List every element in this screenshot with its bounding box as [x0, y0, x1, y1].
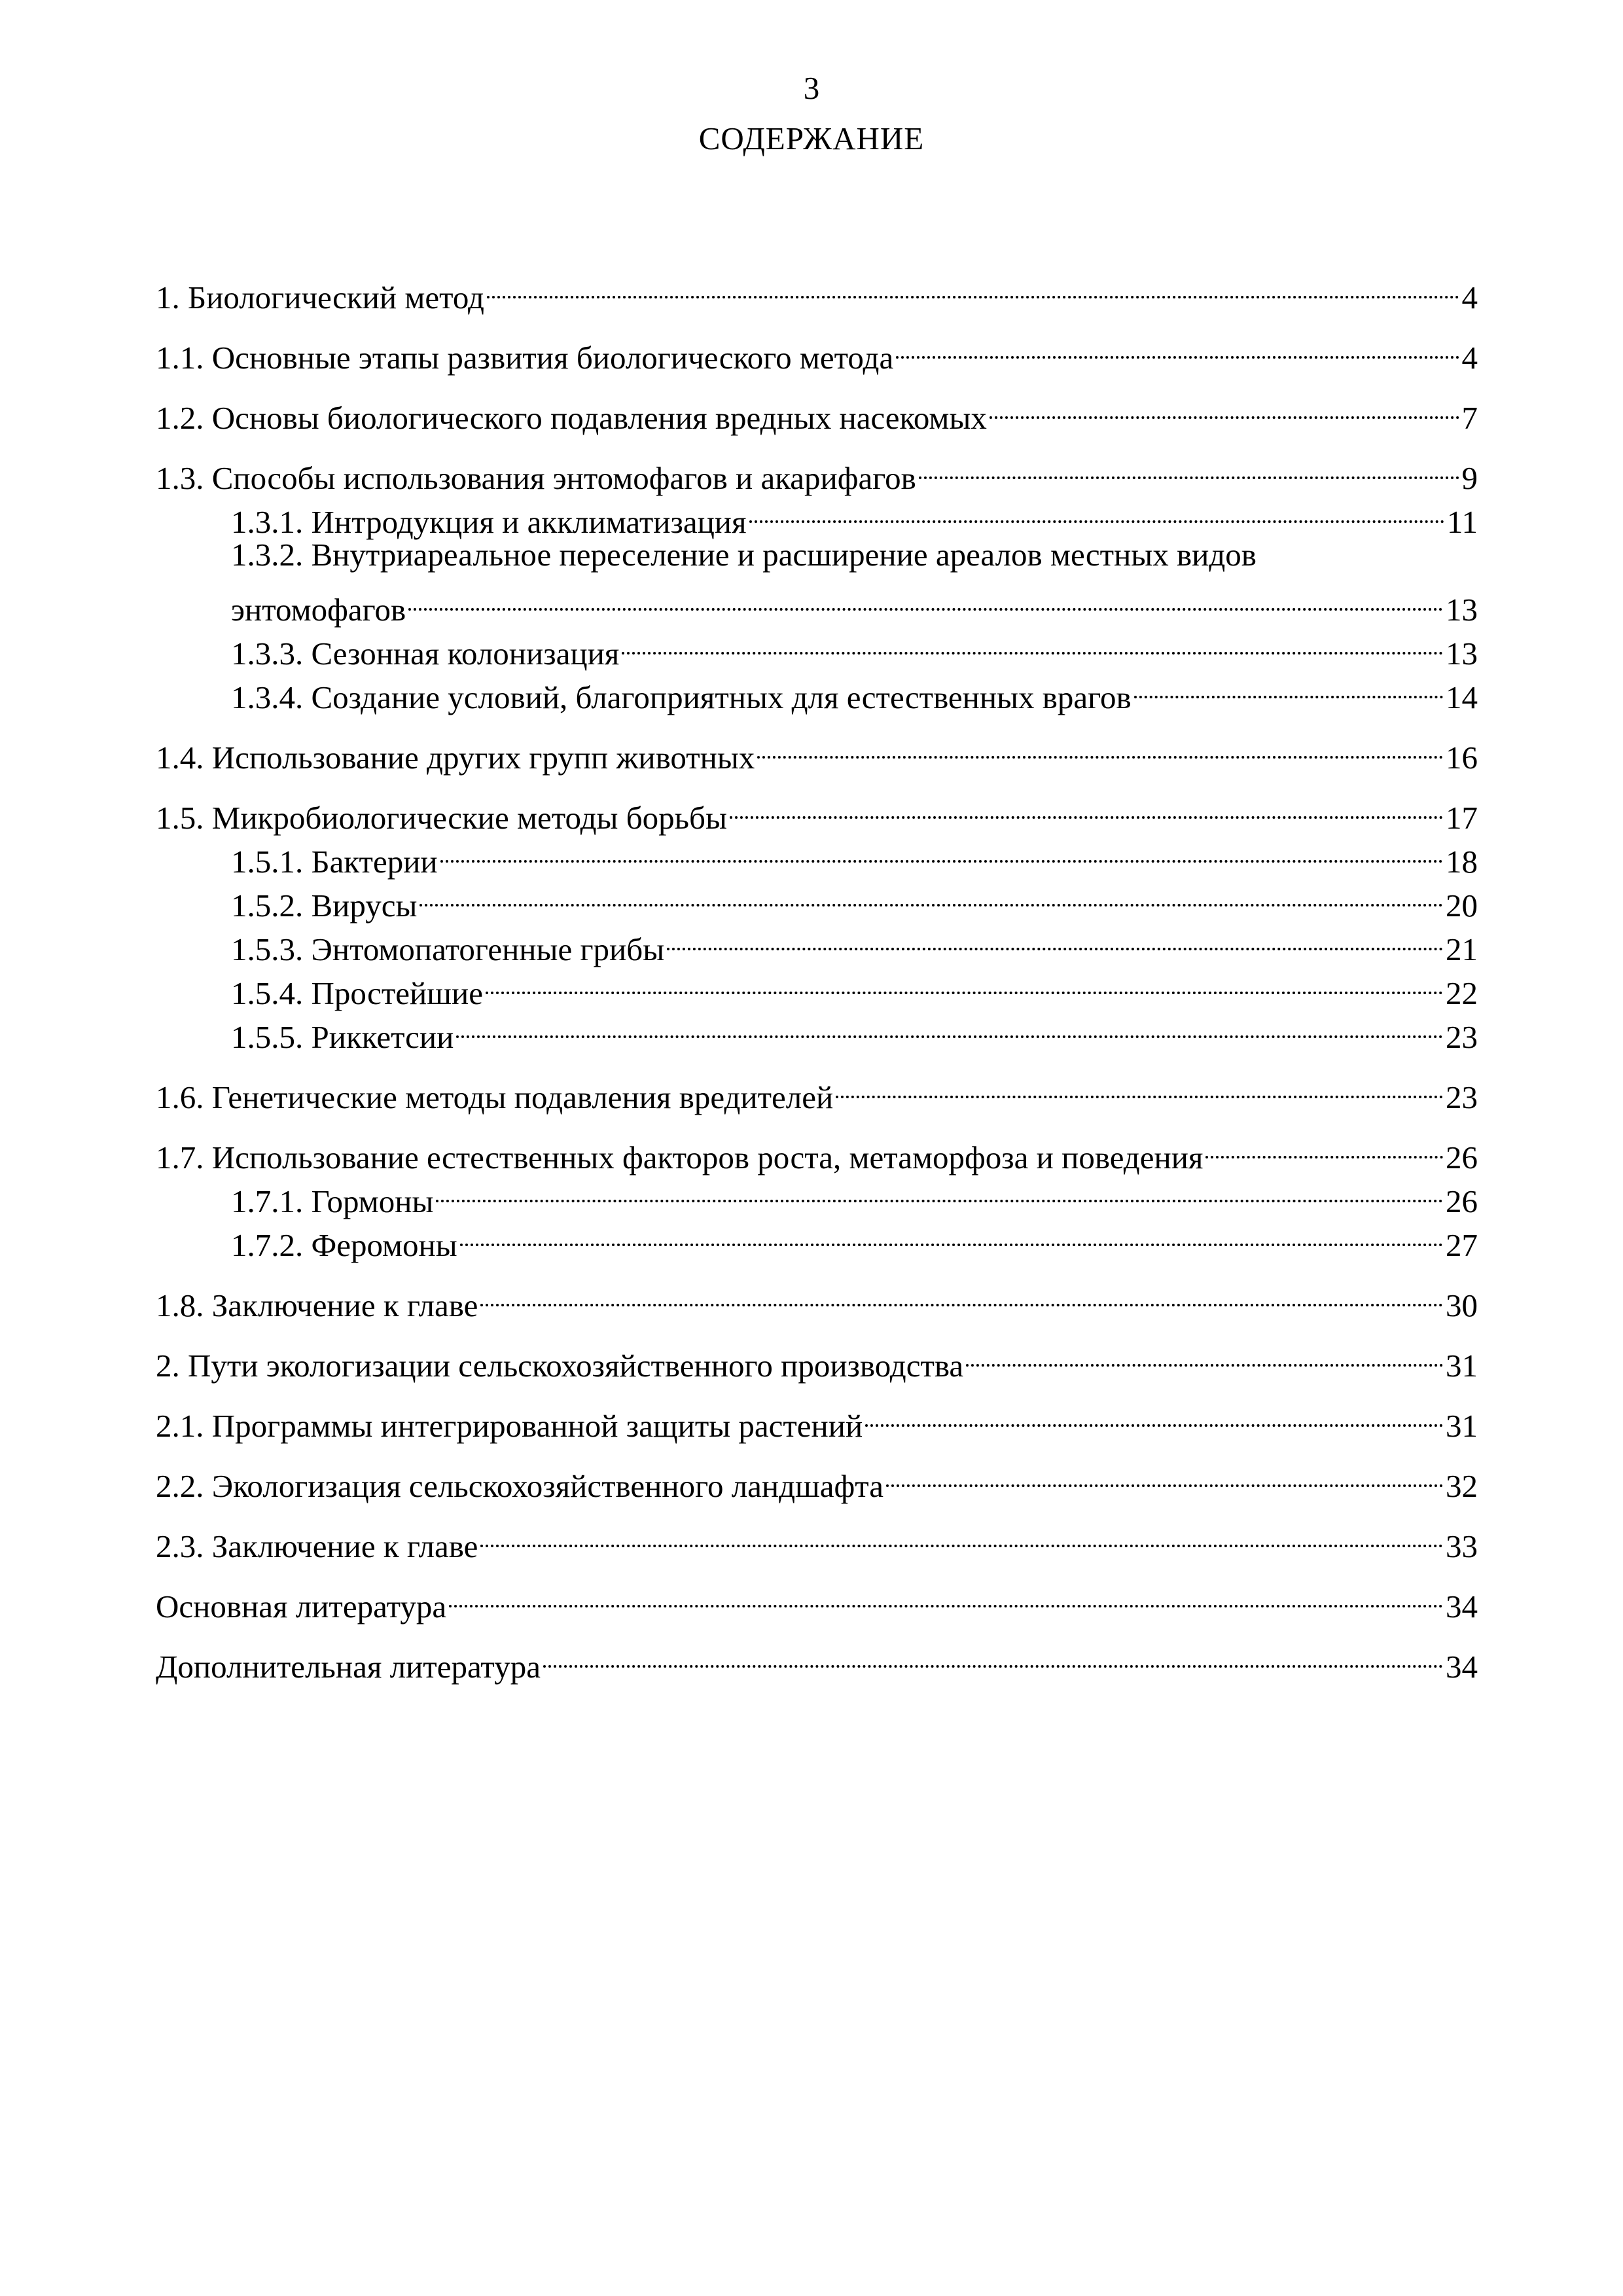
dot-leader: [865, 1393, 1443, 1437]
dot-leader: [667, 917, 1443, 960]
toc-entry-label: 1.7.1. Гормоны: [231, 1183, 434, 1219]
toc-entry-1-8[interactable]: [156, 1273, 1478, 1323]
dot-leader: [480, 1273, 1443, 1316]
toc-entry-page: 9: [1461, 460, 1478, 496]
toc-entry-2[interactable]: [156, 1333, 1478, 1384]
toc-entry-1-5[interactable]: [156, 785, 1478, 836]
toc-entry-page: 31: [1446, 1348, 1478, 1384]
toc-entry-1-3[interactable]: [156, 446, 1478, 496]
toc-entry-label: 2.1. Программы интегрированной защиты растений: [156, 1408, 863, 1444]
toc-entry-label: 1.2. Основы биологического подавления вредных насекомых: [156, 400, 987, 436]
toc-entry-1-5-2[interactable]: [231, 873, 1478, 924]
toc-entry-page: 26: [1446, 1183, 1478, 1219]
toc-entry-2-3[interactable]: [156, 1514, 1478, 1564]
toc-entry-page: 17: [1446, 800, 1478, 836]
dot-leader: [543, 1634, 1443, 1677]
toc-entry-main-literature[interactable]: [156, 1574, 1478, 1624]
toc-entry-page: 18: [1446, 844, 1478, 880]
toc-entry-page: 20: [1446, 888, 1478, 924]
toc-entry-label: 1.5.3. Энтомопатогенные грибы: [231, 931, 665, 967]
toc-entry-page: 16: [1446, 740, 1478, 776]
toc-entry-page: 4: [1461, 279, 1478, 315]
dot-leader: [408, 577, 1443, 620]
dot-leader: [487, 265, 1459, 308]
toc-entry-page: 32: [1446, 1468, 1478, 1504]
toc-entry-1-3-2[interactable]: [231, 533, 1478, 577]
toc-entry-label: 1.3.3. Сезонная колонизация: [231, 636, 620, 672]
dot-leader: [896, 325, 1459, 368]
page-number: 3: [803, 70, 820, 106]
toc-entry-label: 1.6. Генетические методы подавления вредителей: [156, 1079, 834, 1115]
toc-entry-1-3-3[interactable]: [231, 621, 1478, 672]
toc-entry-1-7-1[interactable]: [231, 1169, 1478, 1219]
toc-entry-2-1[interactable]: [156, 1393, 1478, 1444]
dot-leader: [449, 1574, 1443, 1617]
toc-entry-label: 1.5.4. Простейшие: [231, 975, 483, 1011]
toc-entry-1-5-1[interactable]: [231, 829, 1478, 880]
toc-entry-1-3-1[interactable]: [231, 490, 1478, 540]
toc-entry-label: 1.7.2. Феромоны: [231, 1227, 457, 1263]
dot-leader: [440, 829, 1443, 872]
toc-entry-label: 1.5.1. Бактерии: [231, 844, 438, 880]
toc-entry-page: 30: [1446, 1287, 1478, 1323]
toc-entry-page: 13: [1446, 592, 1478, 628]
toc-entry-page: 11: [1446, 504, 1478, 540]
toc-entry-1-7-2[interactable]: [231, 1213, 1478, 1263]
toc-entry-label: 1.5.5. Риккетсии: [231, 1019, 454, 1055]
dot-leader: [749, 490, 1444, 533]
toc-entry-1-4[interactable]: [156, 725, 1478, 776]
toc-entry-label: 1.4. Использование других групп животных: [156, 740, 755, 776]
toc-entry-1[interactable]: [156, 265, 1478, 315]
toc-entry-label: 2.2. Экологизация сельскохозяйственного ландшафта: [156, 1468, 884, 1504]
dot-leader: [836, 1065, 1443, 1108]
toc-entry-2-2[interactable]: [156, 1454, 1478, 1504]
dot-leader: [757, 725, 1443, 768]
dot-leader: [486, 961, 1443, 1004]
toc-entry-1-6[interactable]: [156, 1065, 1478, 1115]
toc-entry-1-3-4[interactable]: [231, 665, 1478, 715]
dot-leader: [886, 1454, 1443, 1497]
toc-entry-label: 1.3. Способы использования энтомофагов и акарифагов: [156, 460, 916, 496]
toc-entry-label: 1.7. Использование естественных факторов роста, метаморфоза и поведения: [156, 1139, 1204, 1175]
toc-entry-page: 22: [1446, 975, 1478, 1011]
toc-entry-label: 1. Биологический метод: [156, 279, 484, 315]
toc-entry-label: 1.3.2. Внутриареальное переселение и расширение ареалов местных видов: [231, 537, 1257, 573]
toc-entry-label: 1.3.1. Интродукция и акклиматизация: [231, 504, 747, 540]
dot-leader: [966, 1333, 1443, 1376]
dot-leader: [436, 1169, 1443, 1212]
toc-entry-label: 2. Пути экологизации сельскохозяйственного производства: [156, 1348, 964, 1384]
toc-entry-page: 4: [1461, 340, 1478, 376]
toc-entry-1-1[interactable]: [156, 325, 1478, 376]
toc-entry-page: 23: [1446, 1019, 1478, 1055]
toc-entry-label: 1.5. Микробиологические методы борьбы: [156, 800, 727, 836]
toc-entry-page: 13: [1446, 636, 1478, 672]
toc-entry-page: 31: [1446, 1408, 1478, 1444]
toc-entry-page: 33: [1446, 1528, 1478, 1564]
dot-leader: [730, 785, 1443, 829]
toc-entry-page: 23: [1446, 1079, 1478, 1115]
toc-entry-page: 26: [1446, 1139, 1478, 1175]
toc-entry-1-7[interactable]: [156, 1125, 1478, 1175]
dot-leader: [419, 873, 1443, 916]
dot-leader: [919, 446, 1459, 489]
toc-entry-label: 1.3.4. Создание условий, благоприятных для естественных врагов: [231, 679, 1132, 715]
toc-entry-page: 7: [1461, 400, 1478, 436]
toc-entry-page: 34: [1446, 1588, 1478, 1624]
toc-entry-label: Основная литература: [156, 1588, 447, 1624]
toc-entry-page: 21: [1446, 931, 1478, 967]
dot-leader: [1205, 1125, 1443, 1168]
toc-entry-label: 1.1. Основные этапы развития биологического метода: [156, 340, 894, 376]
dot-leader: [622, 621, 1443, 664]
toc-entry-page: 27: [1446, 1227, 1478, 1263]
toc-entry-label: Дополнительная литература: [156, 1649, 541, 1685]
dot-leader: [990, 386, 1459, 429]
dot-leader: [456, 1005, 1443, 1048]
toc-entry-page: 34: [1446, 1649, 1478, 1685]
dot-leader: [460, 1213, 1443, 1256]
toc-entry-1-5-4[interactable]: [231, 961, 1478, 1011]
dot-leader: [480, 1514, 1443, 1557]
toc-entry-1-5-5[interactable]: [231, 1005, 1478, 1055]
toc-entry-1-2[interactable]: [156, 386, 1478, 436]
toc-entry-label: энтомофагов: [231, 592, 406, 628]
dot-leader: [1134, 665, 1443, 708]
toc-entry-additional-literature[interactable]: [156, 1634, 1478, 1685]
toc-entry-label: 1.5.2. Вирусы: [231, 888, 418, 924]
toc-entry-label: 2.3. Заключение к главе: [156, 1528, 478, 1564]
toc-entry-page: 14: [1446, 679, 1478, 715]
toc-entry-1-5-3[interactable]: [231, 917, 1478, 967]
toc-entry-label: 1.8. Заключение к главе: [156, 1287, 478, 1323]
page-title: СОДЕРЖАНИЕ: [698, 120, 925, 156]
toc-entry-1-3-2-continued[interactable]: [231, 577, 1478, 628]
